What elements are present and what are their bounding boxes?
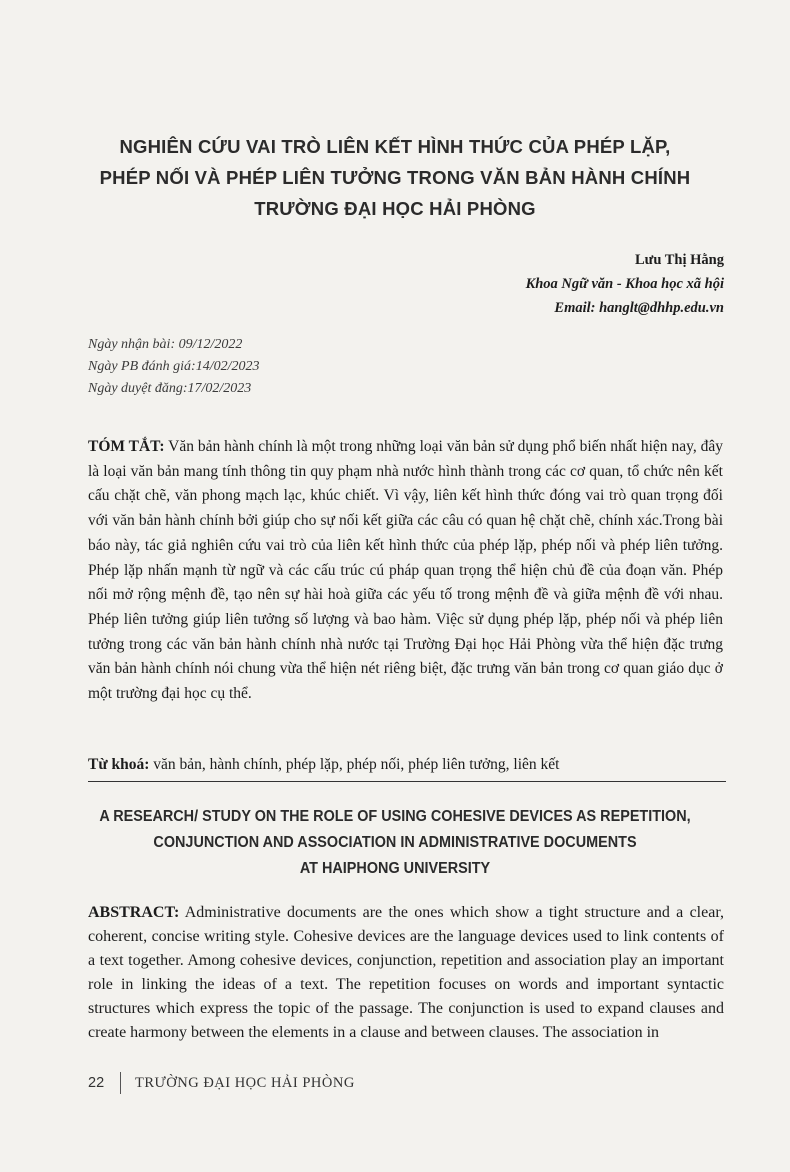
title-vn-line-1: NGHIÊN CỨU VAI TRÒ LIÊN KẾT HÌNH THỨC CỦA PHÉP LẶP, — [119, 136, 671, 157]
section-divider — [88, 781, 726, 782]
abstract-vietnamese — [88, 435, 723, 707]
title-en-line-1: A RESEARCH/ STUDY ON THE ROLE OF USING COHESIVE DEVICES AS REPETITION, — [99, 808, 691, 825]
keywords — [88, 753, 728, 777]
title-en-line-2: CONJUNCTION AND ASSOCIATION IN ADMINISTRATIVE DOCUMENTS — [153, 834, 637, 851]
date-received: Ngày nhận bài: 09/12/2022 — [88, 337, 243, 352]
title-vn-line-3: TRƯỜNG ĐẠI HỌC HẢI PHÒNG — [254, 198, 536, 219]
abstract-vn-text: Văn bản hành chính là một trong những loại văn bản sử dụng phổ biến nhất hiện nay, đây là loại văn bản mang tính thông tin quy phạm nhà nước hình thành trong các cơ quan, tổ chức nên kết cấu chặt chẽ, văn phong mạch lạc, khúc chiết. Vì vậy, liên kết hình thức đóng vai trò quan trọng đối với văn bản hành chính bởi giúp cho sự nối kết giữa các câu có quan hệ chặt chẽ, chính xác.Trong bài báo này, tác giả nghiên cứu vai trò của liên kết hình thức của phép lặp, phép nối và phép liên tưởng. Phép lặp nhấn mạnh từ ngữ và các cấu trúc cú pháp quan trọng thể hiện chủ đề của đoạn văn. Phép nối mở rộng mệnh đề, tạo nên sự hài hoà giữa các yếu tố trong mệnh đề và giữa mệnh đề với nhau. Phép liên tưởng giúp liên tưởng số lượng và bao hàm. Việc sử dụng phép lặp, phép nối và phép liên tưởng trong các văn bản hành chính nhà nước tại Trường Đại học Hải Phòng vừa thể hiện đặc trưng văn bản hành chính nói chung vừa thể hiện nét riêng biệt, đặc trưng văn bản trong cơ quan giáo dục ở một trường đại học cụ thể. — [88, 438, 723, 703]
footer-separator — [120, 1072, 121, 1094]
date-accepted: Ngày duyệt đăng:17/02/2023 — [88, 381, 252, 396]
submission-dates — [88, 334, 260, 400]
date-reviewed: Ngày PB đánh giá:14/02/2023 — [88, 359, 260, 374]
journal-name: TRƯỜNG ĐẠI HỌC HẢI PHÒNG — [135, 1074, 355, 1091]
keywords-label: Từ khoá: — [88, 756, 150, 773]
author-name: Lưu Thị Hằng — [634, 252, 724, 268]
author-email: Email: hanglt@dhhp.edu.vn — [554, 300, 724, 316]
keywords-text: văn bản, hành chính, phép lặp, phép nối, phép liên tưởng, liên kết — [149, 756, 560, 773]
article-title-vietnamese — [60, 131, 730, 224]
abstract-english — [88, 901, 724, 1045]
author-block — [526, 248, 724, 320]
page-footer — [88, 1072, 355, 1094]
article-title-english — [83, 804, 706, 882]
author-affiliation: Khoa Ngữ văn - Khoa học xã hội — [525, 276, 724, 292]
title-en-line-3: AT HAIPHONG UNIVERSITY — [299, 860, 491, 877]
page-number: 22 — [88, 1075, 105, 1091]
abstract-en-text: Administrative documents are the ones which show a tight structure and a clear, coherent, concise writing style. Cohesive devices are the language devices used to link contents of a text together. Among cohesive devices, conjunction, repetition and association play an important role in linking the ideas of a text. The repetition focuses on words and important syntactic structures which express the topic of the passage. The conjunction is used to expand clauses and create harmony between the elements in a clause and between clauses. The association in — [88, 904, 724, 1041]
abstract-en-label: ABSTRACT: — [88, 904, 180, 921]
abstract-vn-label: TÓM TẮT: — [88, 438, 165, 455]
title-vn-line-2: PHÉP NỐI VÀ PHÉP LIÊN TƯỞNG TRONG VĂN BẢN HÀNH CHÍNH — [99, 167, 691, 188]
